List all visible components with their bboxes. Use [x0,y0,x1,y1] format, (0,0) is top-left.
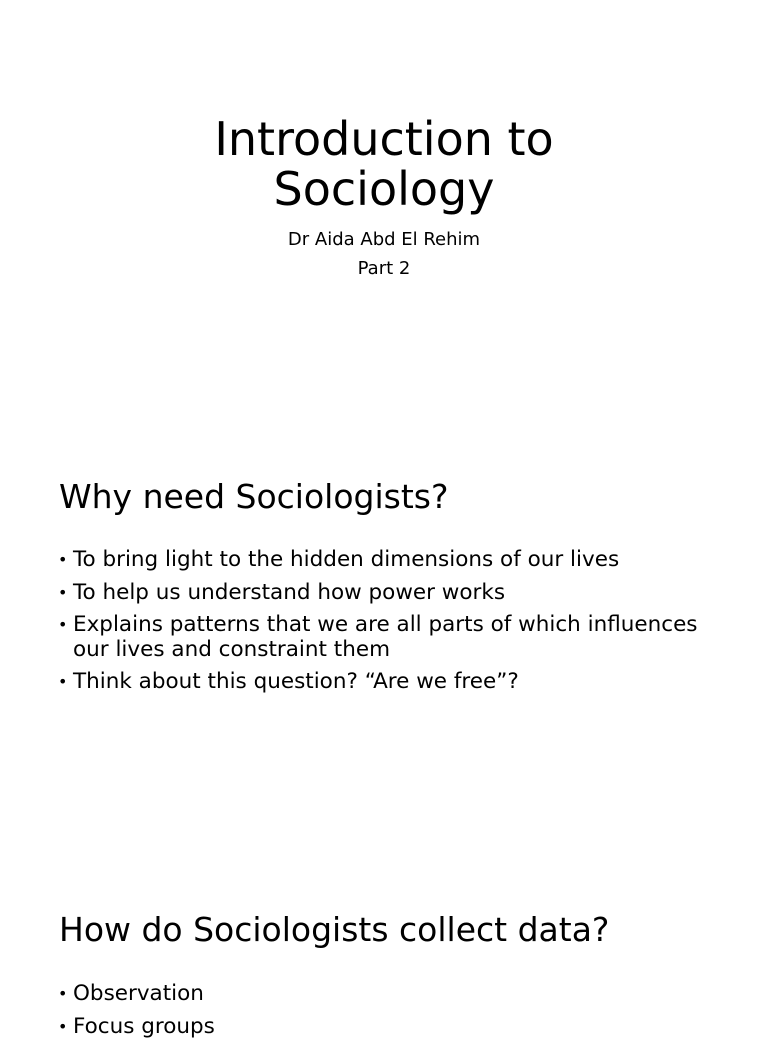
bullet-icon: • [58,1016,68,1036]
bullet-icon: • [58,672,68,691]
bullet-text: To bring light to the hidden dimensions of our lives [73,547,620,572]
bullet-list [58,982,698,1047]
bullet-icon: • [58,550,68,569]
bullet-item [58,548,698,573]
slide-heading: Why need Sociologists? [59,477,449,516]
bullet-item [58,670,698,695]
presentation-title [0,114,768,214]
presentation-title-line-2: Sociology [273,162,495,216]
bullet-item [58,613,698,662]
slide-heading: How do Sociologists collect data? [59,910,610,949]
bullet-icon: • [58,615,68,634]
bullet-text: To help us understand how power works [73,579,506,605]
author-name: Dr Aida Abd El Rehim [287,229,481,250]
bullet-item [58,982,698,1007]
bullet-item [58,1015,698,1040]
bullet-text: Explains patterns that we are all parts of which influences our lives and constraint them [73,612,698,662]
slide-why-need-sociologists [0,435,768,870]
title-block [0,114,768,283]
presentation-title-line-1: Introduction to [214,112,554,166]
bullet-icon: • [58,582,68,602]
bullet-icon: • [58,984,68,1003]
bullet-text: Observation [73,981,204,1006]
bullet-text: Think about this question? “Are we free”? [73,669,519,694]
slide-how-collect-data [0,870,768,1039]
bullet-text: Focus groups [73,1013,215,1039]
bullet-list [58,548,698,703]
slide-title [0,0,768,435]
bullet-item [58,581,698,606]
part-label: Part 2 [357,258,411,279]
